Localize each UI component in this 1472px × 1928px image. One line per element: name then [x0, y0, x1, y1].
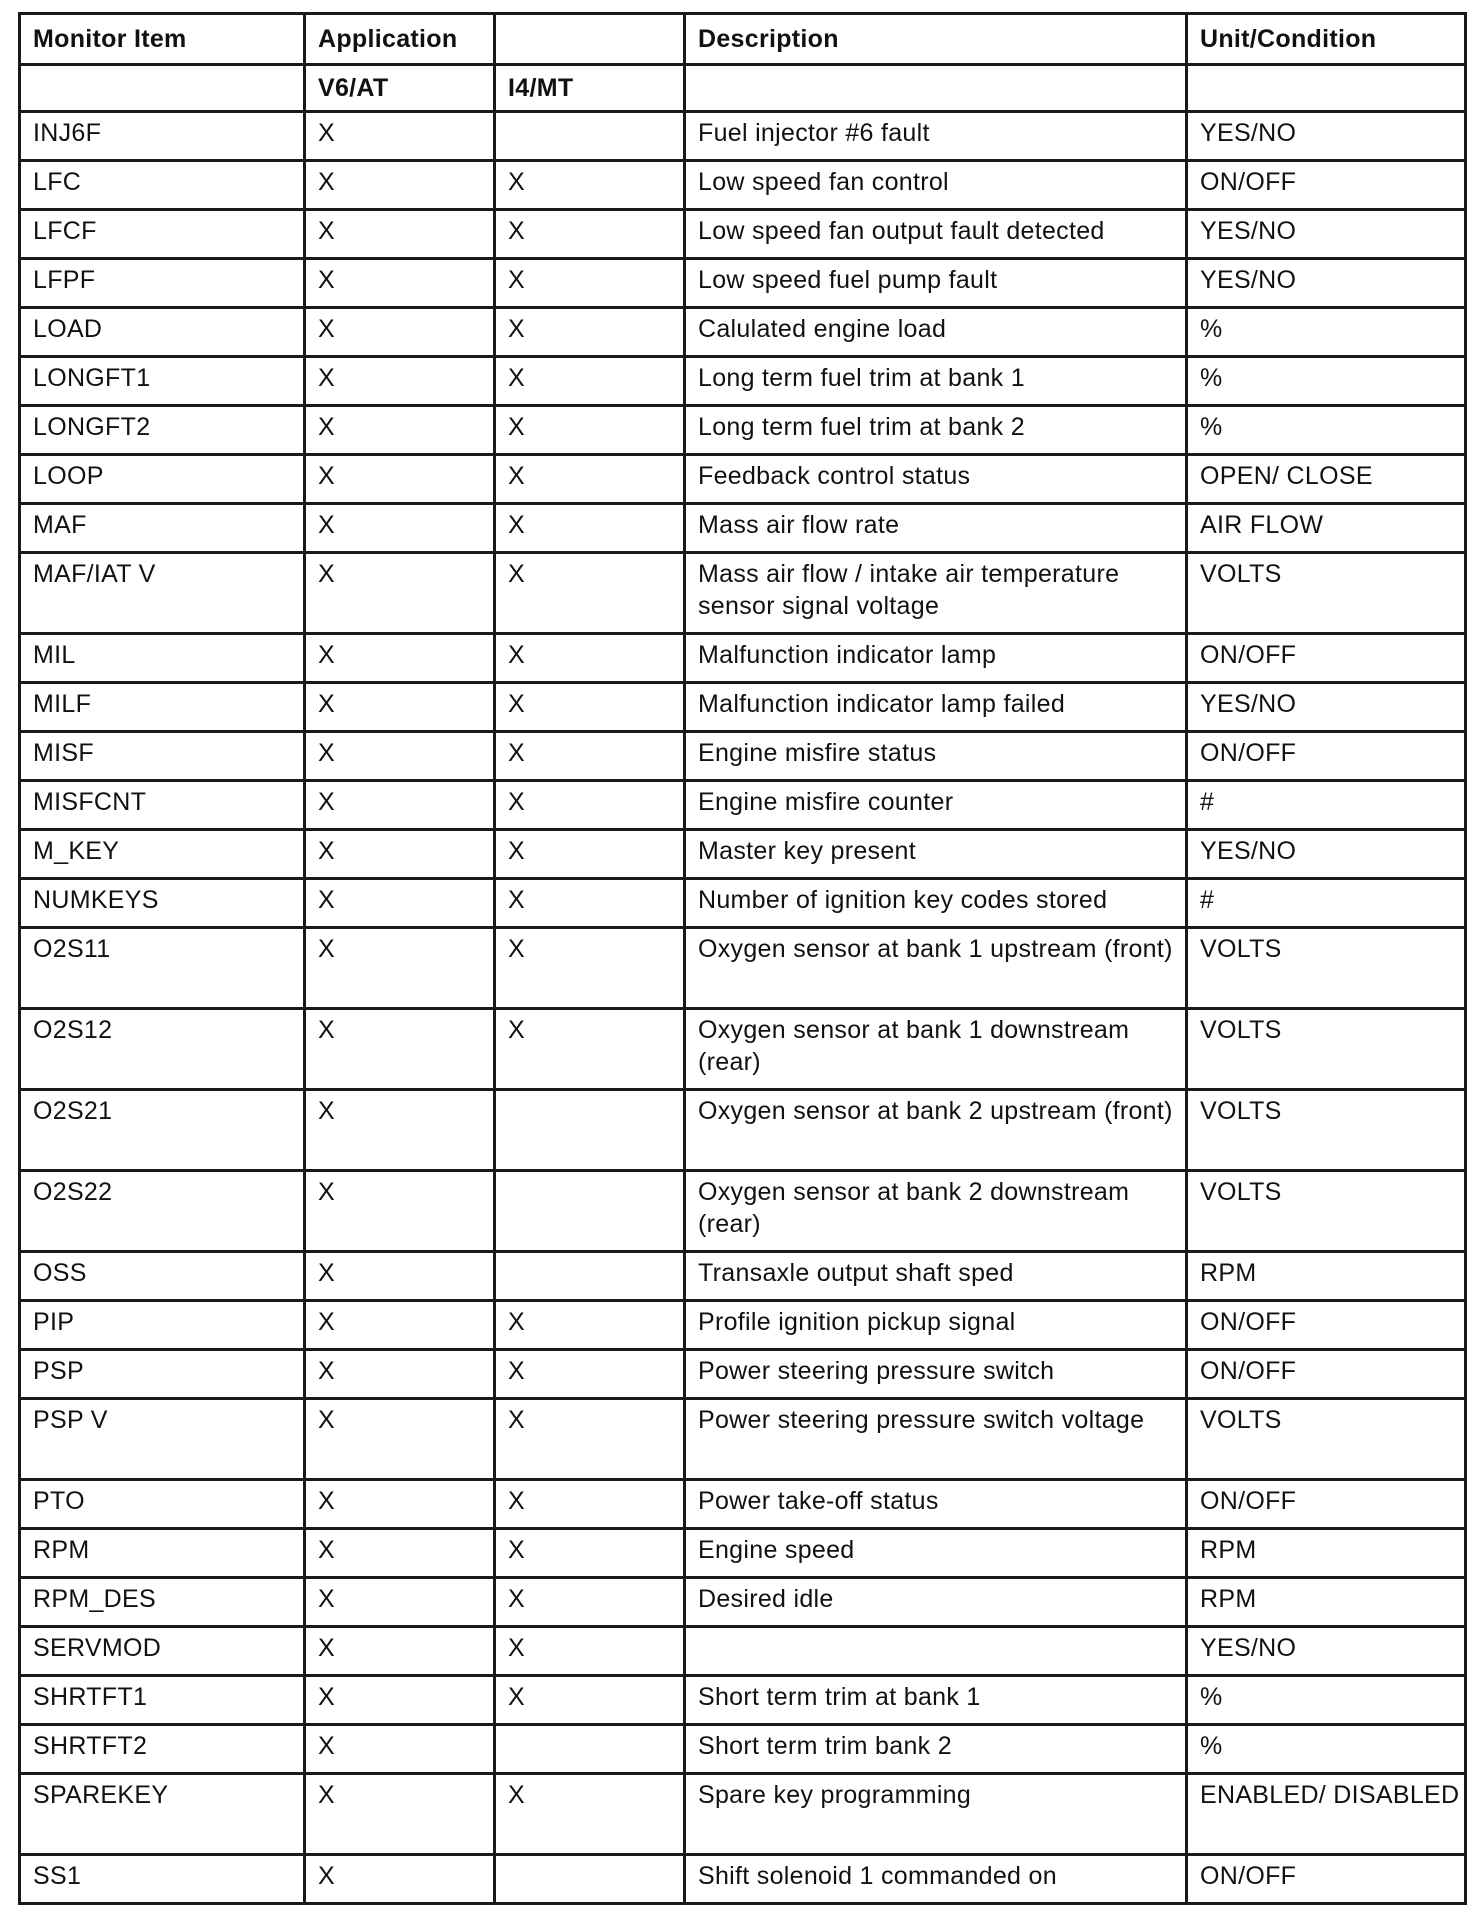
header-row — [20, 14, 1466, 65]
cell-description: Shift solenoid 1 commanded on — [685, 1855, 1187, 1904]
cell-monitor-item: O2S22 — [20, 1171, 305, 1252]
cell-i4-mt — [495, 1725, 685, 1774]
subheader-blank — [685, 65, 1187, 112]
table-row — [20, 553, 1466, 634]
cell-description: Calulated engine load — [685, 308, 1187, 357]
cell-unit-condition: ON/OFF — [1187, 1855, 1466, 1904]
cell-unit-condition: VOLTS — [1187, 553, 1466, 634]
cell-i4-mt: X — [495, 504, 685, 553]
cell-i4-mt: X — [495, 259, 685, 308]
cell-v6-at: X — [305, 1855, 495, 1904]
cell-monitor-item: RPM — [20, 1529, 305, 1578]
cell-i4-mt: X — [495, 455, 685, 504]
cell-v6-at: X — [305, 210, 495, 259]
table-row — [20, 1090, 1466, 1171]
cell-i4-mt: X — [495, 357, 685, 406]
cell-i4-mt: X — [495, 683, 685, 732]
cell-description: Power take-off status — [685, 1480, 1187, 1529]
cell-unit-condition: VOLTS — [1187, 1009, 1466, 1090]
table-row — [20, 259, 1466, 308]
cell-unit-condition: VOLTS — [1187, 1090, 1466, 1171]
cell-monitor-item: LONGFT2 — [20, 406, 305, 455]
cell-i4-mt: X — [495, 781, 685, 830]
cell-description: Engine speed — [685, 1529, 1187, 1578]
cell-description: Oxygen sensor at bank 1 downstream (rear) — [685, 1009, 1187, 1090]
cell-unit-condition: RPM — [1187, 1578, 1466, 1627]
cell-unit-condition: ON/OFF — [1187, 1480, 1466, 1529]
table-row — [20, 161, 1466, 210]
cell-v6-at: X — [305, 634, 495, 683]
cell-description: Oxygen sensor at bank 2 upstream (front) — [685, 1090, 1187, 1171]
header-unit-condition: Unit/Condition — [1187, 14, 1466, 65]
cell-unit-condition: VOLTS — [1187, 1399, 1466, 1480]
cell-monitor-item: SS1 — [20, 1855, 305, 1904]
cell-unit-condition: RPM — [1187, 1529, 1466, 1578]
document-page — [18, 12, 1464, 1905]
table-row — [20, 781, 1466, 830]
cell-v6-at: X — [305, 357, 495, 406]
cell-v6-at: X — [305, 1350, 495, 1399]
cell-monitor-item: M_KEY — [20, 830, 305, 879]
cell-i4-mt: X — [495, 1009, 685, 1090]
cell-monitor-item: SPAREKEY — [20, 1774, 305, 1855]
cell-monitor-item: SHRTFT1 — [20, 1676, 305, 1725]
cell-description: Number of ignition key codes stored — [685, 879, 1187, 928]
table-row — [20, 1350, 1466, 1399]
table-row — [20, 1774, 1466, 1855]
subheader-v6-at: V6/AT — [305, 65, 495, 112]
cell-description: Desired idle — [685, 1578, 1187, 1627]
table-body — [20, 112, 1466, 1904]
cell-unit-condition: % — [1187, 308, 1466, 357]
cell-i4-mt — [495, 1252, 685, 1301]
cell-description: Oxygen sensor at bank 1 upstream (front) — [685, 928, 1187, 1009]
cell-description: Feedback control status — [685, 455, 1187, 504]
cell-v6-at: X — [305, 504, 495, 553]
cell-description: Transaxle output shaft sped — [685, 1252, 1187, 1301]
cell-monitor-item: O2S21 — [20, 1090, 305, 1171]
cell-unit-condition: ON/OFF — [1187, 732, 1466, 781]
cell-monitor-item: MISF — [20, 732, 305, 781]
table-row — [20, 1171, 1466, 1252]
cell-i4-mt: X — [495, 1399, 685, 1480]
cell-monitor-item: MILF — [20, 683, 305, 732]
cell-v6-at: X — [305, 1399, 495, 1480]
cell-v6-at: X — [305, 1529, 495, 1578]
table-row — [20, 928, 1466, 1009]
cell-monitor-item: MISFCNT — [20, 781, 305, 830]
cell-v6-at: X — [305, 308, 495, 357]
table-row — [20, 308, 1466, 357]
cell-description: Malfunction indicator lamp failed — [685, 683, 1187, 732]
cell-unit-condition: YES/NO — [1187, 1627, 1466, 1676]
cell-i4-mt: X — [495, 1529, 685, 1578]
cell-v6-at: X — [305, 830, 495, 879]
table-row — [20, 1529, 1466, 1578]
cell-v6-at: X — [305, 732, 495, 781]
cell-v6-at: X — [305, 553, 495, 634]
cell-unit-condition: % — [1187, 357, 1466, 406]
cell-v6-at: X — [305, 406, 495, 455]
cell-description: Engine misfire counter — [685, 781, 1187, 830]
cell-v6-at: X — [305, 1578, 495, 1627]
cell-i4-mt: X — [495, 308, 685, 357]
cell-description: Mass air flow rate — [685, 504, 1187, 553]
cell-description — [685, 1627, 1187, 1676]
cell-monitor-item: LOAD — [20, 308, 305, 357]
table-row — [20, 634, 1466, 683]
cell-v6-at: X — [305, 1725, 495, 1774]
cell-i4-mt — [495, 112, 685, 161]
cell-unit-condition: YES/NO — [1187, 112, 1466, 161]
cell-v6-at: X — [305, 1171, 495, 1252]
cell-i4-mt: X — [495, 1627, 685, 1676]
cell-unit-condition: ON/OFF — [1187, 161, 1466, 210]
cell-description: Short term trim at bank 1 — [685, 1676, 1187, 1725]
cell-i4-mt: X — [495, 1480, 685, 1529]
cell-monitor-item: PIP — [20, 1301, 305, 1350]
cell-i4-mt: X — [495, 161, 685, 210]
cell-i4-mt: X — [495, 830, 685, 879]
cell-description: Long term fuel trim at bank 1 — [685, 357, 1187, 406]
cell-i4-mt: X — [495, 928, 685, 1009]
cell-unit-condition: VOLTS — [1187, 928, 1466, 1009]
cell-description: Power steering pressure switch — [685, 1350, 1187, 1399]
table-row — [20, 830, 1466, 879]
table-row — [20, 406, 1466, 455]
cell-unit-condition: ENABLED/ DISABLED — [1187, 1774, 1466, 1855]
table-row — [20, 357, 1466, 406]
cell-unit-condition: ON/OFF — [1187, 634, 1466, 683]
cell-i4-mt: X — [495, 1301, 685, 1350]
cell-v6-at: X — [305, 1301, 495, 1350]
table-row — [20, 504, 1466, 553]
cell-monitor-item: PSP V — [20, 1399, 305, 1480]
table-row — [20, 1578, 1466, 1627]
cell-description: Low speed fan output fault detected — [685, 210, 1187, 259]
table-row — [20, 1480, 1466, 1529]
cell-v6-at: X — [305, 1480, 495, 1529]
cell-unit-condition: OPEN/ CLOSE — [1187, 455, 1466, 504]
cell-unit-condition: YES/NO — [1187, 683, 1466, 732]
cell-monitor-item: NUMKEYS — [20, 879, 305, 928]
cell-unit-condition: AIR FLOW — [1187, 504, 1466, 553]
table-row — [20, 1009, 1466, 1090]
cell-monitor-item: MAF — [20, 504, 305, 553]
table-row — [20, 1725, 1466, 1774]
cell-unit-condition: YES/NO — [1187, 210, 1466, 259]
cell-description: Low speed fuel pump fault — [685, 259, 1187, 308]
cell-description: Engine misfire status — [685, 732, 1187, 781]
cell-v6-at: X — [305, 928, 495, 1009]
subheader-row — [20, 65, 1466, 112]
cell-unit-condition: # — [1187, 879, 1466, 928]
cell-v6-at: X — [305, 161, 495, 210]
cell-unit-condition: YES/NO — [1187, 259, 1466, 308]
cell-i4-mt — [495, 1855, 685, 1904]
table-row — [20, 1252, 1466, 1301]
table-row — [20, 1855, 1466, 1904]
cell-monitor-item: SERVMOD — [20, 1627, 305, 1676]
cell-monitor-item: O2S12 — [20, 1009, 305, 1090]
cell-monitor-item: INJ6F — [20, 112, 305, 161]
cell-monitor-item: OSS — [20, 1252, 305, 1301]
subheader-blank — [20, 65, 305, 112]
cell-i4-mt: X — [495, 1676, 685, 1725]
cell-monitor-item: SHRTFT2 — [20, 1725, 305, 1774]
cell-monitor-item: PTO — [20, 1480, 305, 1529]
cell-v6-at: X — [305, 1676, 495, 1725]
cell-unit-condition: VOLTS — [1187, 1171, 1466, 1252]
cell-unit-condition: RPM — [1187, 1252, 1466, 1301]
cell-monitor-item: PSP — [20, 1350, 305, 1399]
cell-i4-mt — [495, 1171, 685, 1252]
cell-i4-mt: X — [495, 634, 685, 683]
cell-monitor-item: LONGFT1 — [20, 357, 305, 406]
table-row — [20, 1399, 1466, 1480]
cell-v6-at: X — [305, 1090, 495, 1171]
cell-monitor-item: RPM_DES — [20, 1578, 305, 1627]
cell-description: Long term fuel trim at bank 2 — [685, 406, 1187, 455]
cell-monitor-item: O2S11 — [20, 928, 305, 1009]
table-header — [20, 14, 1466, 112]
cell-description: Power steering pressure switch voltage — [685, 1399, 1187, 1480]
cell-i4-mt: X — [495, 1774, 685, 1855]
cell-description: Mass air flow / intake air temperature sensor signal voltage — [685, 553, 1187, 634]
cell-unit-condition: % — [1187, 406, 1466, 455]
cell-monitor-item: LOOP — [20, 455, 305, 504]
cell-v6-at: X — [305, 455, 495, 504]
table-row — [20, 1676, 1466, 1725]
cell-v6-at: X — [305, 259, 495, 308]
cell-description: Low speed fan control — [685, 161, 1187, 210]
cell-description: Short term trim bank 2 — [685, 1725, 1187, 1774]
cell-i4-mt: X — [495, 210, 685, 259]
cell-v6-at: X — [305, 879, 495, 928]
table-row — [20, 879, 1466, 928]
cell-i4-mt: X — [495, 1350, 685, 1399]
cell-unit-condition: % — [1187, 1725, 1466, 1774]
cell-i4-mt: X — [495, 406, 685, 455]
monitor-table — [18, 12, 1467, 1905]
header-description: Description — [685, 14, 1187, 65]
table-row — [20, 732, 1466, 781]
cell-unit-condition: ON/OFF — [1187, 1350, 1466, 1399]
cell-v6-at: X — [305, 112, 495, 161]
cell-v6-at: X — [305, 1252, 495, 1301]
cell-monitor-item: MIL — [20, 634, 305, 683]
cell-unit-condition: # — [1187, 781, 1466, 830]
subheader-i4-mt: I4/MT — [495, 65, 685, 112]
cell-description: Master key present — [685, 830, 1187, 879]
table-row — [20, 455, 1466, 504]
cell-i4-mt: X — [495, 879, 685, 928]
cell-i4-mt: X — [495, 553, 685, 634]
cell-description: Malfunction indicator lamp — [685, 634, 1187, 683]
table-row — [20, 1301, 1466, 1350]
cell-i4-mt — [495, 1090, 685, 1171]
cell-unit-condition: ON/OFF — [1187, 1301, 1466, 1350]
cell-description: Profile ignition pickup signal — [685, 1301, 1187, 1350]
subheader-blank — [1187, 65, 1466, 112]
table-row — [20, 683, 1466, 732]
cell-monitor-item: LFPF — [20, 259, 305, 308]
cell-i4-mt: X — [495, 732, 685, 781]
header-monitor-item: Monitor Item — [20, 14, 305, 65]
cell-v6-at: X — [305, 1774, 495, 1855]
cell-description: Spare key programming — [685, 1774, 1187, 1855]
cell-v6-at: X — [305, 781, 495, 830]
cell-v6-at: X — [305, 683, 495, 732]
cell-description: Fuel injector #6 fault — [685, 112, 1187, 161]
table-row — [20, 210, 1466, 259]
cell-unit-condition: % — [1187, 1676, 1466, 1725]
cell-description: Oxygen sensor at bank 2 downstream (rear) — [685, 1171, 1187, 1252]
header-blank — [495, 14, 685, 65]
table-row — [20, 112, 1466, 161]
cell-monitor-item: LFC — [20, 161, 305, 210]
cell-monitor-item: MAF/IAT V — [20, 553, 305, 634]
cell-unit-condition: YES/NO — [1187, 830, 1466, 879]
cell-v6-at: X — [305, 1009, 495, 1090]
header-application: Application — [305, 14, 495, 65]
cell-monitor-item: LFCF — [20, 210, 305, 259]
cell-v6-at: X — [305, 1627, 495, 1676]
table-row — [20, 1627, 1466, 1676]
cell-i4-mt: X — [495, 1578, 685, 1627]
